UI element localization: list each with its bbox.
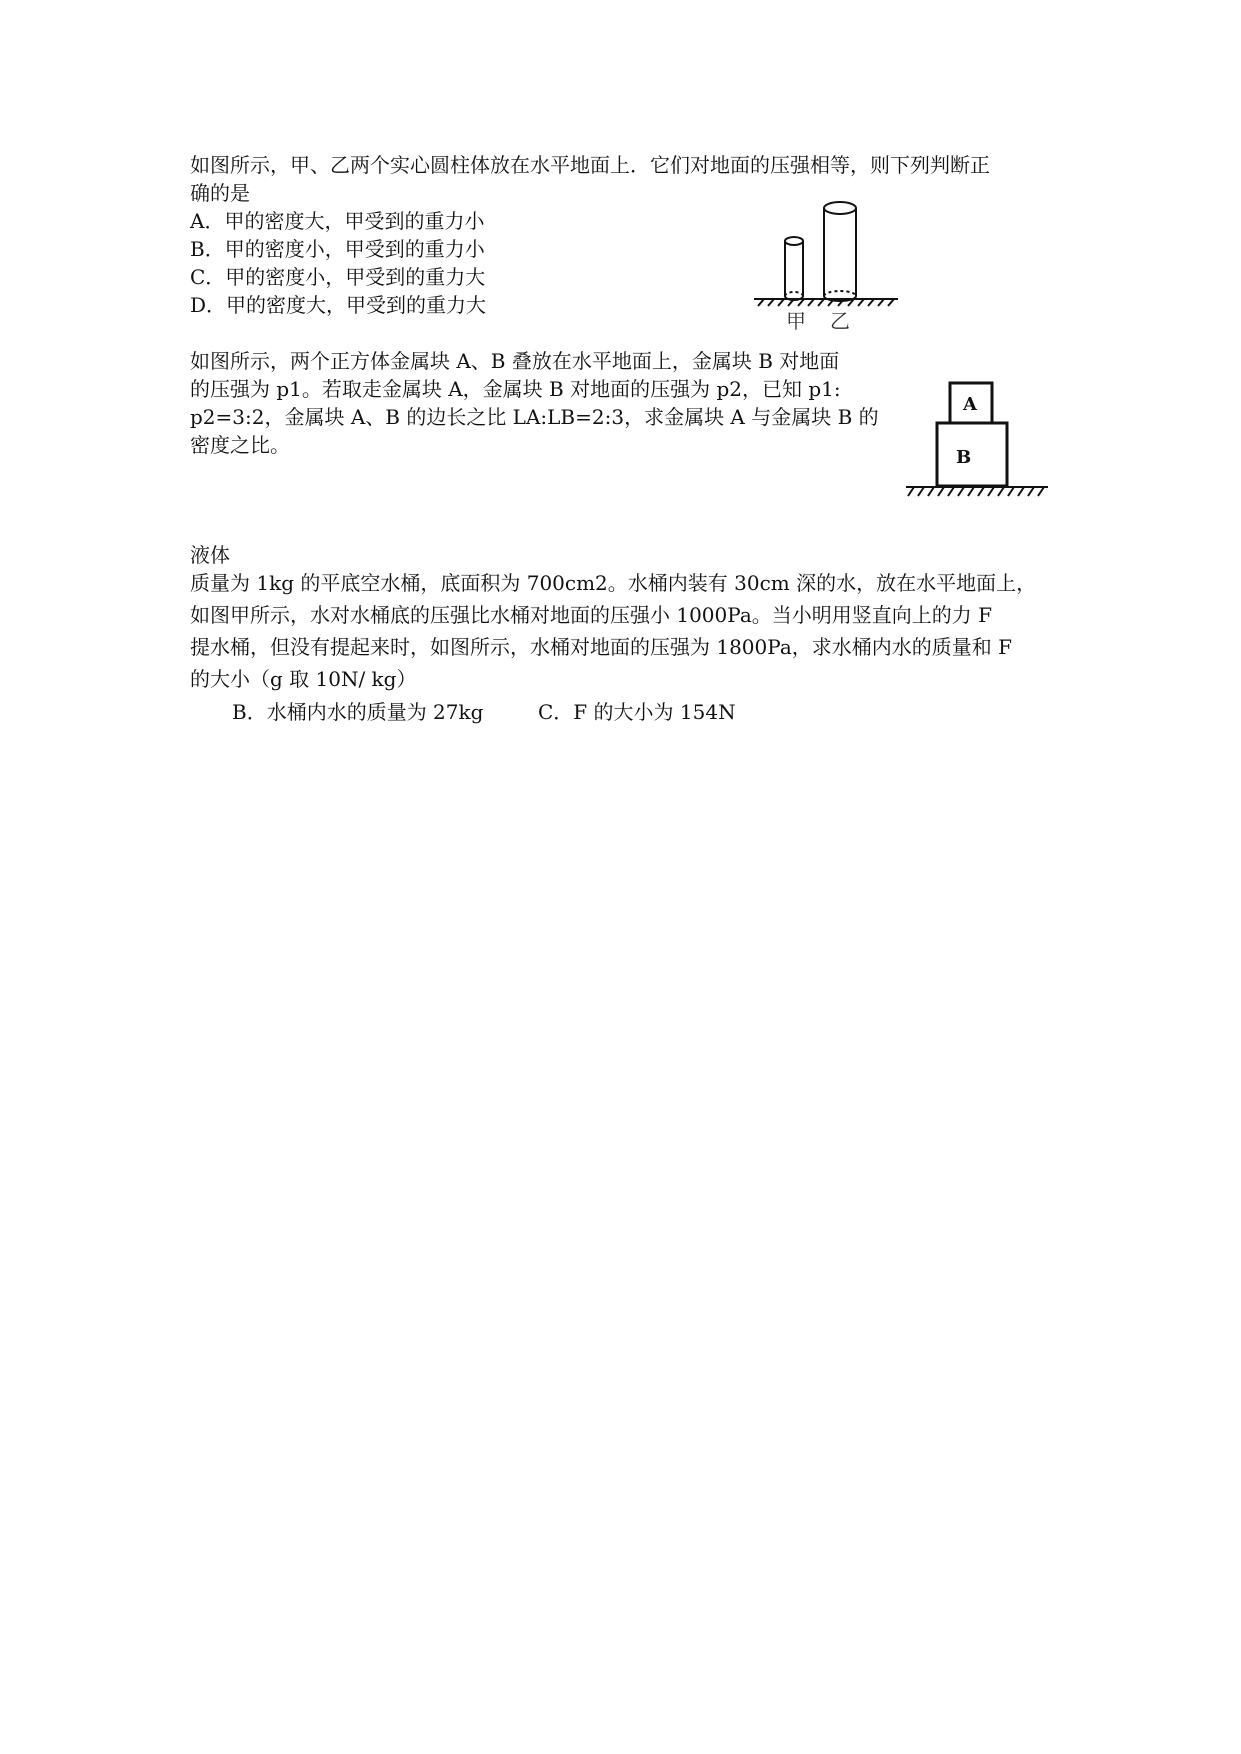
q3-text-line-3: 提水桶，但没有提起来时，如图所示，水桶对地面的压强为 1800Pa，求水桶内水的质量和 F bbox=[190, 635, 1012, 659]
stacked-blocks-figure bbox=[900, 378, 1070, 508]
q1-option-c: C．甲的密度小，甲受到的重力大 bbox=[190, 265, 486, 289]
q3-heading: 液体 bbox=[190, 543, 230, 567]
block-b bbox=[937, 423, 1007, 486]
q2-text-line-2: 的压强为 p1。若取走金属块 A，金属块 B 对地面的压强为 p2，已知 p1: bbox=[190, 377, 841, 401]
cylinders-figure bbox=[750, 196, 910, 336]
ground-line bbox=[754, 299, 898, 306]
q1-text-line-2: 确的是 bbox=[190, 181, 250, 205]
q2-text-line-1: 如图所示，两个正方体金属块 A、B 叠放在水平地面上，金属块 B 对地面 bbox=[190, 349, 840, 373]
label-jia: 甲 bbox=[786, 309, 806, 333]
cylinder-jia bbox=[785, 237, 803, 300]
label-a: A bbox=[963, 394, 977, 415]
ground-line bbox=[906, 487, 1048, 496]
q1-option-b: B．甲的密度小，甲受到的重力小 bbox=[190, 237, 485, 261]
q1-text-line-1: 如图所示，甲、乙两个实心圆柱体放在水平地面上．它们对地面的压强相等，则下列判断正 bbox=[190, 153, 990, 177]
q2-text-line-3: p2=3:2，金属块 A、B 的边长之比 LA:LB=2:3，求金属块 A 与金属块 B 的 bbox=[190, 405, 879, 429]
q3-answer-c: C．F 的大小为 154N bbox=[538, 700, 736, 724]
q1-option-d: D．甲的密度大，甲受到的重力大 bbox=[190, 293, 487, 317]
q3-text-line-2: 如图甲所示，水对水桶底的压强比水桶对地面的压强小 1000Pa。当小明用竖直向上的力 F bbox=[190, 603, 992, 627]
q3-text-line-4: 的大小（g 取 10N/ kg） bbox=[190, 667, 417, 691]
cylinder-yi bbox=[824, 202, 856, 301]
label-b: B bbox=[956, 447, 972, 468]
q2-text-line-4: 密度之比。 bbox=[190, 433, 290, 457]
q1-option-a: A．甲的密度大，甲受到的重力小 bbox=[190, 209, 485, 233]
q3-text-line-1: 质量为 1kg 的平底空水桶，底面积为 700cm2。水桶内装有 30cm 深的水，放在水平地面上， bbox=[190, 571, 1037, 595]
label-yi: 乙 bbox=[830, 309, 850, 333]
q3-answer-b: B．水桶内水的质量为 27kg bbox=[232, 700, 484, 724]
